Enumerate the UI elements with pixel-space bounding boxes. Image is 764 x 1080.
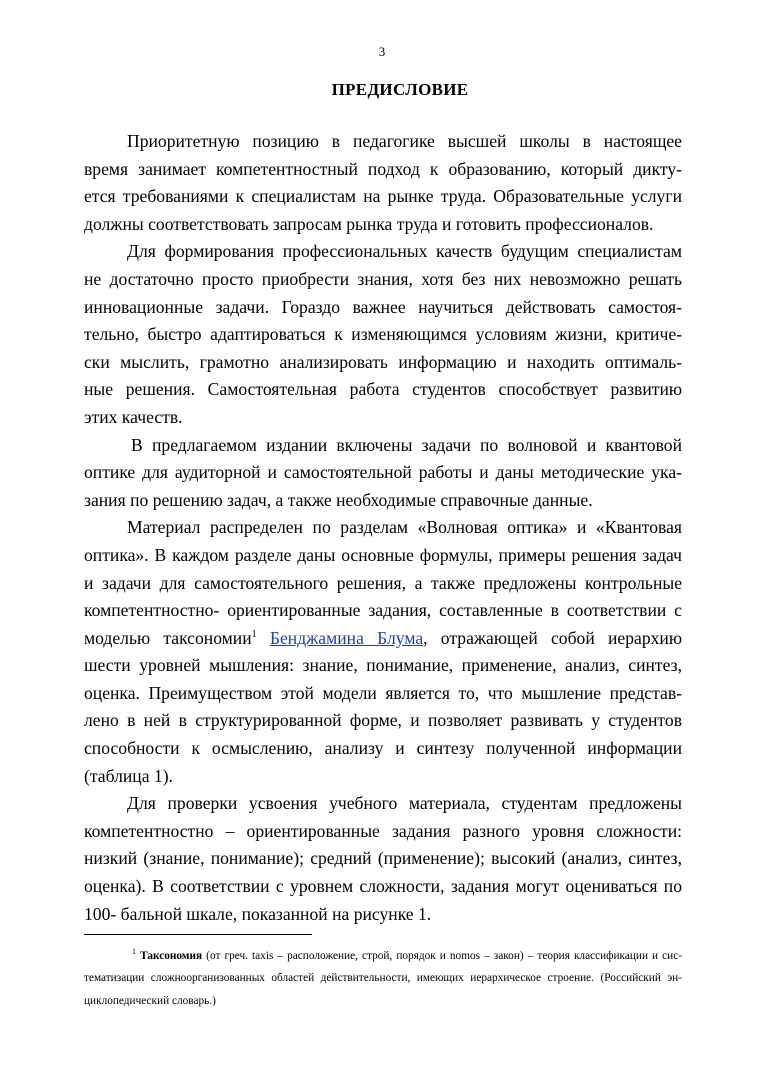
text-line: ски мыслить, грамотно анализировать информацию и находить оптималь- [84, 351, 682, 372]
page-title: ПРЕДИСЛОВИЕ [331, 80, 469, 99]
text-line: должны соответствовать запросам рынка труда и готовить профессионалов. [84, 213, 654, 234]
paragraph-5 [84, 790, 682, 928]
footnote-line [84, 945, 682, 967]
text-line: В предлагаемом издании включены задачи по волновой и квантовой [131, 434, 682, 455]
text-line: инновационные задачи. Гораздо важнее научиться действовать самостоя- [84, 296, 682, 317]
text-line: и задачи для самостоятельного решения, а также предложены контрольные [84, 572, 682, 593]
text-line: не достаточно просто приобрести знания, хотя без них невозможно решать [84, 268, 682, 289]
page-number: 3 [378, 44, 386, 59]
text-line: лено в ней в структурированной форме, и позволяет развивать у студентов [84, 710, 682, 731]
bloom-link[interactable]: Бенджамина Блума [269, 627, 424, 648]
text-line: (таблица 1). [84, 765, 173, 786]
text-line: оптике для аудиторной и самостоятельной работы и даны методические ука- [84, 462, 682, 483]
paragraph-2 [84, 238, 682, 431]
text-line: Для формирования профессиональных качеств будущим специалистам [127, 241, 682, 262]
text-line: оценка). В соответствии с уровнем сложности, задания могут оцениваться по [84, 876, 682, 897]
text-line: компетентностно – ориентированные задания разного уровня сложности: [84, 820, 682, 841]
text-line: время занимает компетентностный подход к образованию, который дикту- [84, 158, 682, 179]
text-line: зания по решению задач, а также необходимые справочные данные. [84, 489, 593, 510]
text-line: Материал распределен по разделам «Волновая оптика» и «Квантовая [127, 517, 682, 538]
footnote-term: Таксономия [140, 950, 203, 962]
text-line: оценка. Преимуществом этой модели является то, что мышление представ- [84, 682, 682, 703]
footnote [84, 945, 682, 1012]
paragraph-4 [84, 514, 682, 790]
paragraph-3 [84, 432, 682, 515]
text-line: оптика». В каждом разделе даны основные формулы, примеры решения задач [84, 544, 682, 565]
footnote-divider [84, 934, 312, 935]
text-line: Приоритетную позицию в педагогике высшей школы в настоящее [127, 131, 682, 151]
text-line: способности к осмыслению, анализу и синтезу полученной информации [84, 738, 682, 759]
text-line: Для проверки усвоения учебного материала, студентам предложены [127, 793, 682, 814]
text-line: этих качеств. [84, 406, 183, 427]
text-line: низкий (знание, понимание); средний (применение); высокий (анализ, синтез, [84, 848, 682, 869]
text-line: ные решения. Самостоятельная работа студентов способствует развитию [84, 379, 682, 400]
text-line: шести уровней мышления: знание, понимание, применение, анализ, синтез, [84, 655, 682, 676]
footnote-text: (от греч. taxis – расположение, строй, порядок и nomos – закон) – теория классификации и сис- [202, 950, 682, 962]
text-line: ется требованиями к специалистам на рынке труда. Образовательные услуги [84, 186, 682, 207]
body-text [84, 128, 682, 928]
text-line: тельно, быстро адаптироваться к изменяющимся условиям жизни, критиче- [84, 324, 682, 345]
footnote-number: 1 [132, 947, 136, 956]
text-line-with-link [84, 625, 682, 653]
footnote-line: циклопедический словарь.) [84, 994, 216, 1007]
footnote-line: тематизации сложноорганизованных областей действительности, имеющих иерархическое строение. (Российский эн- [84, 972, 682, 985]
inline-text: , отражающей собой иерархию [423, 627, 682, 648]
inline-text: моделью таксономии [84, 627, 252, 648]
footnote-reference[interactable]: 1 [251, 628, 257, 640]
paragraph-1 [84, 128, 682, 238]
text-line: компетентностно- ориентированные задания, составленные в соответствии с [84, 600, 682, 621]
text-line: 100- бальной шкале, показанной на рисунке 1. [84, 903, 432, 924]
